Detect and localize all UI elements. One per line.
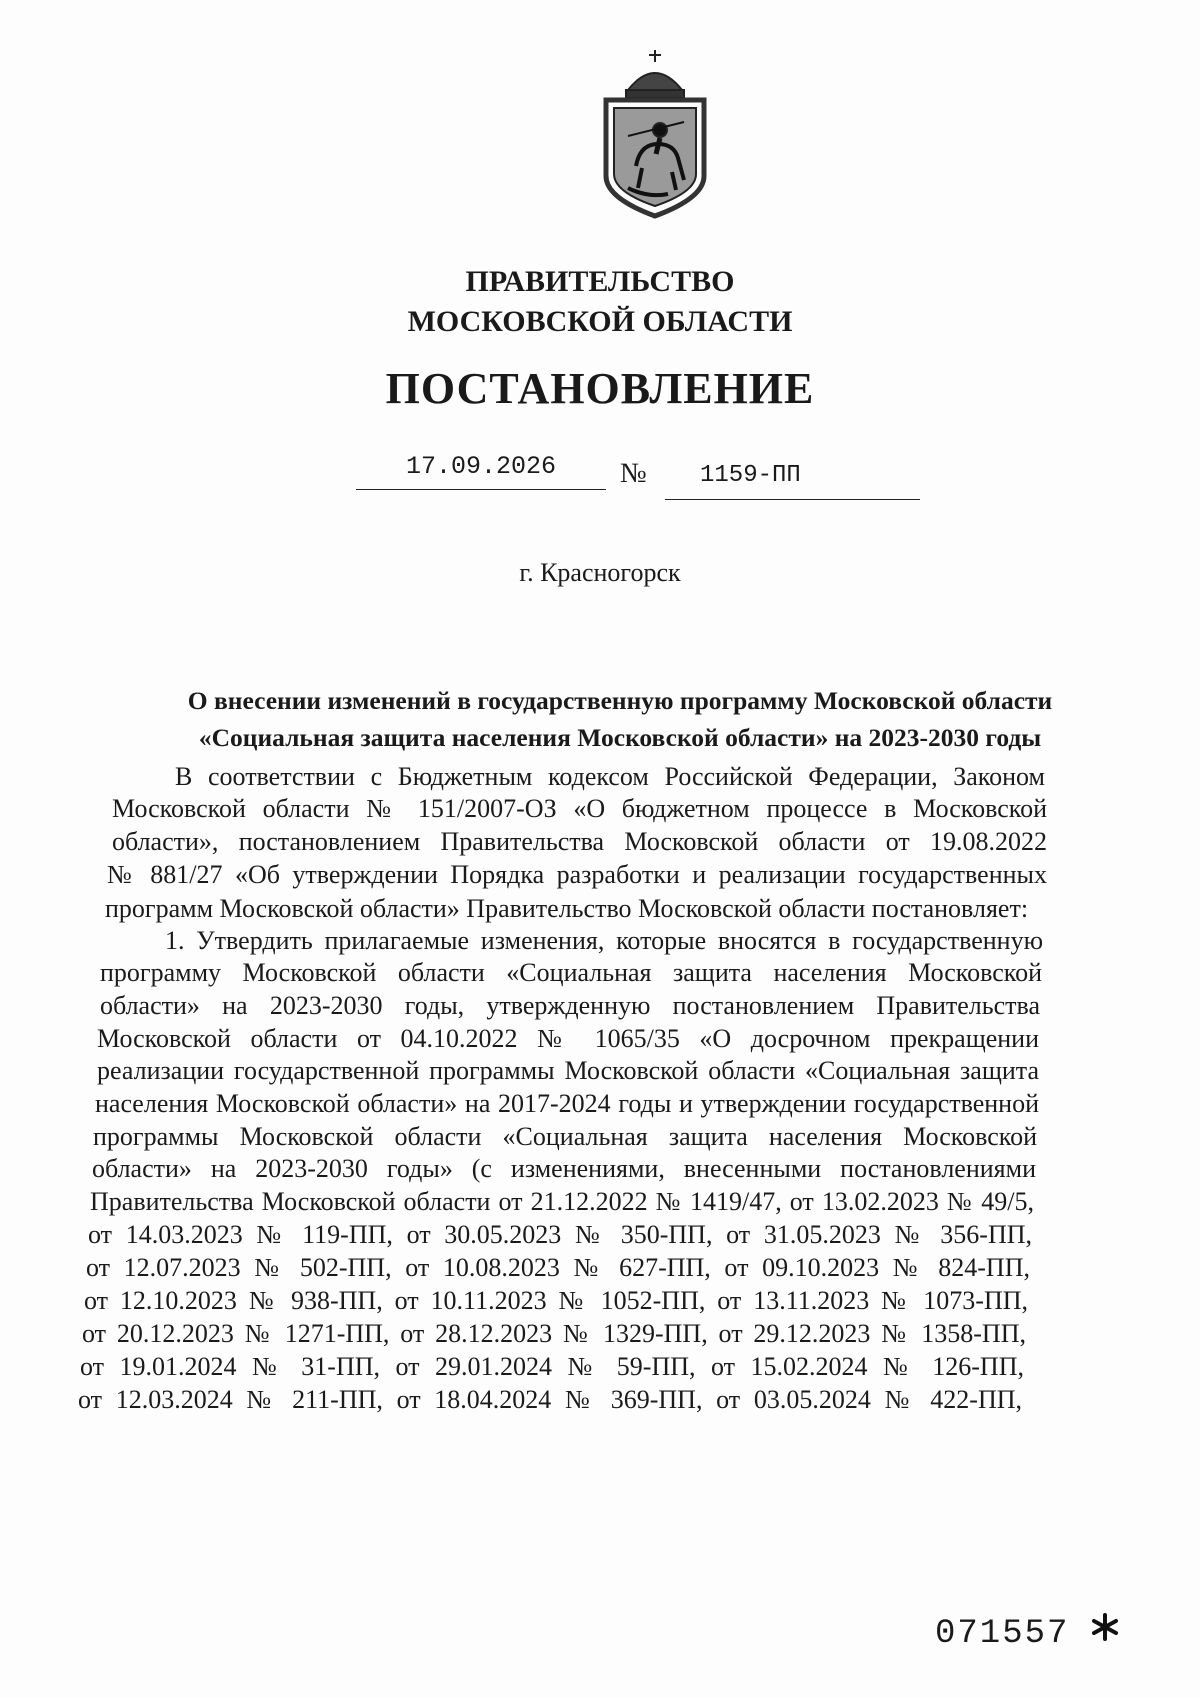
document-number: 1159-ПП <box>700 462 801 489</box>
body-line: населения Московской области» на 2017-2024 годы и утверждении государственной <box>95 1089 1039 1118</box>
body-line: от 19.01.2024 № 31-ПП, от 29.01.2024 № 59-ПП, от 15.02.2024 № 126-ПП, <box>80 1352 1024 1381</box>
subject-line-2: «Социальная защита населения Московской области» на 2023-2030 годы <box>198 723 1042 752</box>
coat-of-arms-icon <box>588 48 722 220</box>
document-type-title: ПОСТАНОВЛЕНИЕ <box>385 364 815 413</box>
city-name: г. Красногорск <box>519 558 681 587</box>
body-line: от 12.03.2024 № 211-ПП, от 18.04.2024 № 369-ПП, от 03.05.2024 № 422-ПП, <box>78 1385 1022 1414</box>
body-line: № 881/27 «Об утверждении Порядка разработки и реализации государственных <box>107 860 1047 889</box>
body-line: Правительства Московской области от 21.12.2022 № 1419/47, от 13.02.2023 № 49/5, <box>90 1187 1034 1216</box>
body-line: программы Московской области «Социальная защита населения Московской <box>93 1122 1037 1151</box>
body-line: Московской области от 04.10.2022 № 1065/35 «О досрочном прекращении <box>97 1024 1039 1053</box>
body-line: области» на 2023-2030 годы, утвержденную постановлением Правительства <box>100 991 1040 1020</box>
body-line: 1. Утвердить прилагаемые изменения, которые вносятся в государственную <box>165 926 1043 955</box>
number-underline <box>665 499 920 500</box>
number-sign: № <box>620 458 647 489</box>
body-line: от 20.12.2023 № 1271-ПП, от 28.12.2023 № 1329-ПП, от 29.12.2023 № 1358-ПП, <box>82 1319 1026 1348</box>
asterisk-icon <box>1090 1612 1120 1642</box>
org-name-line2: МОСКОВСКОЙ ОБЛАСТИ <box>407 305 793 338</box>
body-line: от 14.03.2023 № 119-ПП, от 30.05.2023 № 350-ПП, от 31.05.2023 № 356-ПП, <box>88 1220 1032 1249</box>
body-line: Московской области № 151/2007-ОЗ «О бюджетном процессе в Московской <box>112 794 1047 823</box>
body-line: области» на 2023-2030 годы» (с изменениями, внесенными постановлениями <box>92 1154 1036 1183</box>
date-underline <box>356 489 606 490</box>
body-line: от 12.10.2023 № 938-ПП, от 10.11.2023 № 1052-ПП, от 13.11.2023 № 1073-ПП, <box>84 1286 1028 1315</box>
subject-line-1: О внесении изменений в государственную программу Московской области <box>187 686 1053 715</box>
body-line: области», постановлением Правительства Московской области от 19.08.2022 <box>112 827 1047 856</box>
body-line: реализации государственной программы Московской области «Социальная защита <box>97 1056 1039 1085</box>
body-line: программ Московской области» Правительство Московской области постановляет: <box>105 894 1029 923</box>
serial-number: 071557 <box>935 1615 1070 1653</box>
body-line: от 12.07.2023 № 502-ПП, от 10.08.2023 № 627-ПП, от 09.10.2023 № 824-ПП, <box>86 1253 1030 1282</box>
body-line: В соответствии с Бюджетным кодексом Российской Федерации, Законом <box>175 762 1045 791</box>
body-line: программу Московской области «Социальная защита населения Московской <box>100 958 1042 987</box>
document-date: 17.09.2026 <box>405 452 557 481</box>
org-name-line1: ПРАВИТЕЛЬСТВО <box>465 265 735 298</box>
